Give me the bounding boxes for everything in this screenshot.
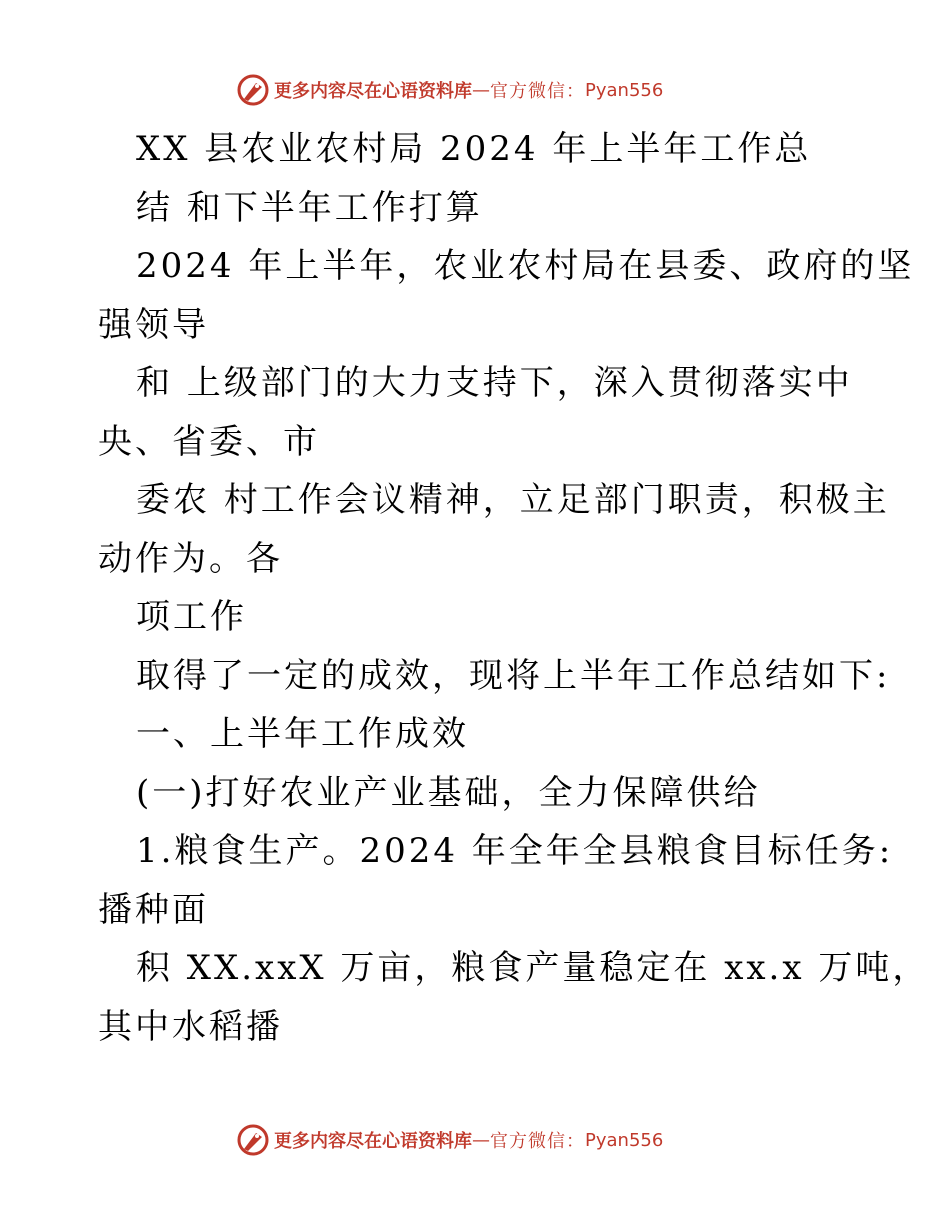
paragraph-line: 播种面	[98, 889, 209, 930]
paragraph-line: 2024 年上半年，农业农村局在县委、政府的坚	[136, 246, 915, 286]
paragraph-line: 其中水稻播	[98, 1006, 283, 1047]
paragraph-line: 动作为。各	[98, 538, 283, 579]
subsection-heading: (一)打好农业产业基础，全力保障供给	[136, 772, 761, 813]
paragraph-line: 取得了一定的成效，现将上半年工作总结如下:	[136, 655, 891, 696]
paragraph-line: 和 上级部门的大力支持下，深入贯彻落实中	[136, 363, 853, 403]
paragraph-line: 积 XX.xxX 万亩，粮食产量稳定在 xx.x 万吨，	[136, 948, 930, 988]
watermark-header	[236, 70, 756, 110]
watermark-separator: —	[472, 1129, 490, 1151]
pen-nib-icon	[236, 73, 270, 107]
paragraph-line: 1.粮食生产。2024 年全年全县粮食目标任务:	[136, 831, 894, 871]
watermark-official-label: 官方微信：	[490, 81, 585, 102]
watermark-brand: 更多内容尽在心语资料库	[274, 1131, 472, 1152]
paragraph-line: 项工作	[136, 597, 247, 637]
paragraph-line: 央、省委、市	[98, 421, 320, 462]
paragraph-line: 委农 村工作会议精神，立足部门职责，积极主	[136, 480, 890, 520]
title-line-1: XX 县农业农村局 2024 年上半年工作总	[136, 129, 812, 169]
watermark-wechat-id: Pyan556	[585, 79, 664, 101]
watermark-brand: 更多内容尽在心语资料库	[274, 81, 472, 102]
watermark-official-label: 官方微信：	[490, 1131, 585, 1152]
document-body	[98, 120, 930, 1056]
paragraph-line: 强领导	[98, 304, 209, 345]
title-line-2: 结 和下半年工作打算	[136, 187, 483, 228]
section-heading: 一、上半年工作成效	[136, 714, 469, 754]
pen-nib-icon	[236, 1123, 270, 1157]
watermark-wechat-id: Pyan556	[585, 1129, 664, 1151]
watermark-footer	[236, 1120, 756, 1160]
watermark-separator: —	[472, 79, 490, 101]
